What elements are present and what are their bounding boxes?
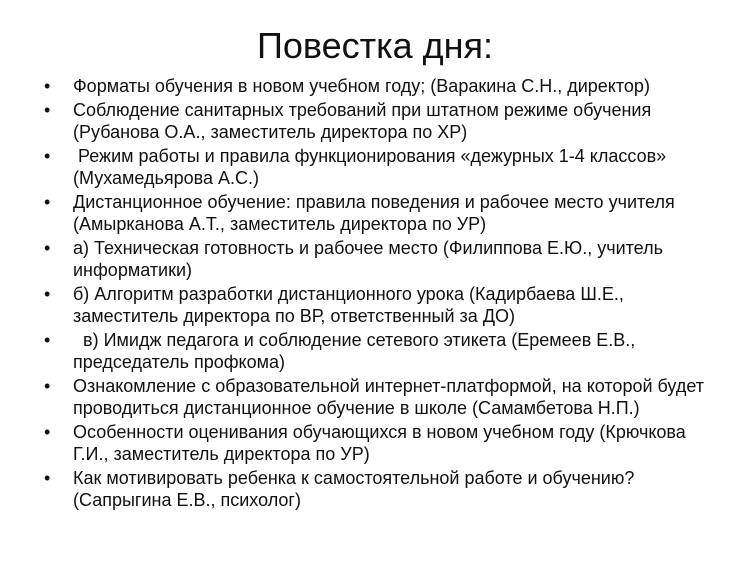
agenda-item-text: б) Алгоритм разработки дистанционного урока (Кадирбаева Ш.Е., заместитель директора по ВР, ответственный за ДО) — [73, 284, 629, 326]
agenda-item-text: Ознакомление с образовательной интернет-платформой, на которой будет проводиться дистанционное обучение в школе (Самамбетова Н.П.) — [73, 376, 710, 418]
agenda-item — [44, 237, 724, 281]
agenda-item — [44, 283, 724, 327]
bullet: • — [44, 422, 51, 442]
bullet: • — [44, 238, 51, 258]
bullet: • — [44, 100, 51, 120]
bullet: • — [44, 284, 51, 304]
agenda-item-text: в) Имидж педагога и соблюдение сетевого этикета (Еремеев Е.В., председатель профкома) — [73, 330, 641, 372]
agenda-item — [44, 421, 724, 465]
agenda-item-text: Форматы обучения в новом учебном году; (Варакина С.Н., директор) — [73, 76, 650, 96]
bullet: • — [44, 146, 51, 166]
bullet: • — [44, 468, 51, 488]
slide-title: Повестка дня: — [256, 25, 494, 66]
agenda-item — [44, 329, 724, 373]
bullet: • — [44, 76, 51, 96]
agenda-item-text: Соблюдение санитарных требований при штатном режиме обучения (Рубанова О.А., заместитель директора по ХР) — [73, 100, 657, 142]
agenda-list — [44, 75, 724, 513]
bullet: • — [44, 376, 51, 396]
agenda-item — [44, 375, 724, 419]
agenda-item — [44, 145, 724, 189]
agenda-item — [44, 191, 724, 235]
agenda-item-text: Как мотивировать ребенка к самостоятельной работе и обучению? (Сапрыгина Е.В., психолог) — [73, 468, 640, 510]
bullet: • — [44, 330, 51, 350]
agenda-item-text: Дистанционное обучение: правила поведения и рабочее место учителя (Амырканова А.Т., заместитель директора по УР) — [73, 192, 680, 234]
agenda-item — [44, 467, 724, 511]
bullet: • — [44, 192, 51, 212]
agenda-item-text: Особенности оценивания обучающихся в новом учебном году (Крючкова Г.И., заместитель директора по УР) — [73, 422, 691, 464]
agenda-item — [44, 75, 724, 97]
agenda-item — [44, 99, 724, 143]
agenda-item-text: а) Техническая готовность и рабочее место (Филиппова Е.Ю., учитель информатики) — [73, 238, 668, 280]
agenda-item-text: Режим работы и правила функционирования «дежурных 1-4 классов» (Мухамедьярова А.С.) — [73, 146, 672, 188]
